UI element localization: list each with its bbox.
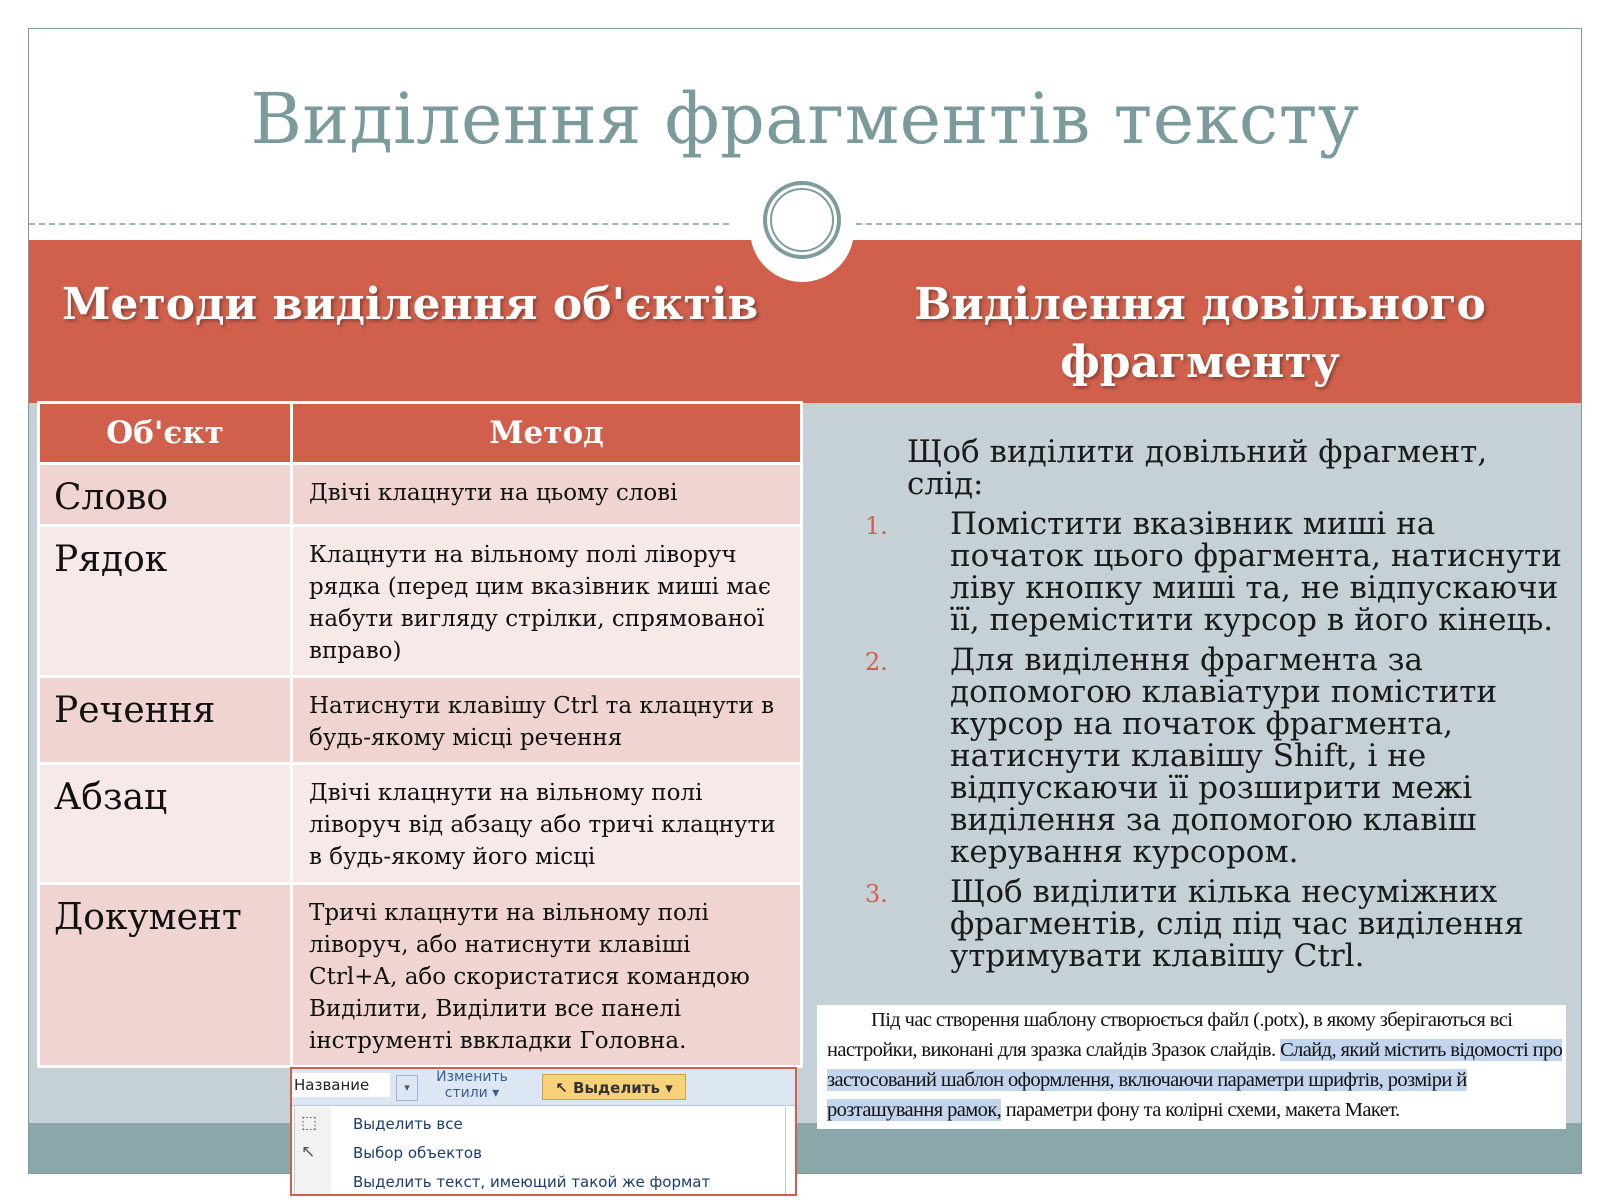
row-object: Абзац bbox=[39, 764, 292, 884]
select-all-icon: ⬚ bbox=[301, 1113, 318, 1133]
doc-highlighted-text: застосований шаблон оформлення, включаючи параметри шрифтів, розміри й bbox=[827, 1069, 1467, 1091]
step-number: 1. bbox=[865, 512, 888, 540]
style-name-box[interactable]: Название bbox=[292, 1073, 390, 1097]
selection-instructions bbox=[845, 436, 1565, 980]
doc-highlighted-text: Слайд, який містить відомості про bbox=[1280, 1039, 1563, 1061]
table-row bbox=[39, 677, 802, 764]
doc-line: Під час створення шаблону створюється файл (.potx), в якому зберігаються всі bbox=[871, 1009, 1513, 1031]
row-method: Двічі клацнути на вільному полі ліворуч від абзацу або тричі клацнути в будь-якому його місці bbox=[292, 764, 802, 884]
row-method: Двічі клацнути на цьому слові bbox=[292, 464, 802, 526]
right-column-heading: Виділення довільного фрагменту bbox=[914, 279, 1486, 388]
title-divider-right bbox=[836, 223, 1581, 225]
change-styles-line1: Изменить bbox=[436, 1069, 508, 1085]
doc-line bbox=[827, 1065, 1467, 1095]
list-item bbox=[845, 644, 1565, 868]
select-menu-screenshot bbox=[290, 1067, 797, 1196]
step-number: 2. bbox=[865, 648, 888, 676]
row-object: Речення bbox=[39, 677, 292, 764]
pointer-icon: ↖ bbox=[301, 1142, 316, 1162]
row-method: Тричі клацнути на вільному полі ліворуч, або натиснути клавіші Ctrl+A, або скористатися командою Виділити, Виділити все панелі інструменті ввкладки Головна. bbox=[292, 884, 802, 1067]
header-method: Метод bbox=[292, 403, 802, 464]
table-row bbox=[39, 884, 802, 1067]
doc-highlighted-text: розташування рамок, bbox=[827, 1099, 1002, 1121]
menu-item-select-objects[interactable] bbox=[295, 1138, 785, 1166]
change-styles-line2: стили ▾ bbox=[444, 1085, 500, 1101]
menu-item-select-all[interactable] bbox=[295, 1109, 785, 1137]
step-number: 3. bbox=[865, 880, 888, 908]
title-divider-left bbox=[29, 223, 729, 225]
table-row bbox=[39, 764, 802, 884]
slide-title: Виділення фрагментів тексту bbox=[250, 78, 1360, 160]
doc-line bbox=[827, 1035, 1562, 1065]
cursor-arrow-icon: ↖ bbox=[555, 1079, 574, 1097]
list-item bbox=[845, 876, 1565, 972]
row-method: Клацнути на вільному полі ліворуч рядка (перед цим вказівник миші має набути вигляду стрілки, спрямованої вправо) bbox=[292, 526, 802, 677]
row-method: Натиснути клавішу Ctrl та клацнути в будь-якому місці речення bbox=[292, 677, 802, 764]
select-button-label: Выделить ▾ bbox=[573, 1079, 673, 1097]
table-header-row bbox=[39, 403, 802, 464]
step-text: Для виділення фрагмента за допомогою клавіатури помістити курсор на початок фрагмента, натиснути клавішу Shift, і не відпускаючи її розширити межі виділення за допомогою клавіш керування курсором. bbox=[950, 642, 1498, 870]
footer-band bbox=[29, 1123, 1581, 1173]
menu-item-select-same-format[interactable] bbox=[295, 1167, 785, 1195]
step-text: Щоб виділити кілька несуміжних фрагментів, слід під час виділення утримувати клавішу Ctrl. bbox=[950, 874, 1524, 974]
ribbon-toolbar bbox=[292, 1069, 797, 1106]
step-text: Помістити вказівник миші на початок цього фрагмента, натиснути ліву кнопку миші та, не відпускаючи її, перемістити курсор в його кінець. bbox=[950, 506, 1562, 638]
instructions-intro: Щоб виділити довільний фрагмент, слід: bbox=[907, 434, 1488, 502]
menu-item-label: Выбор объектов bbox=[353, 1144, 482, 1162]
select-dropdown-menu bbox=[294, 1107, 786, 1196]
circle-ring-inner bbox=[770, 188, 834, 252]
row-object: Рядок bbox=[39, 526, 292, 677]
select-dropdown-button[interactable] bbox=[542, 1074, 686, 1100]
list-item bbox=[845, 508, 1565, 636]
table-row bbox=[39, 526, 802, 677]
table-row bbox=[39, 464, 802, 526]
doc-line bbox=[827, 1095, 1400, 1125]
change-styles-button[interactable] bbox=[424, 1069, 520, 1101]
methods-table bbox=[37, 401, 803, 1068]
menu-item-label: Выделить текст, имеющий такой же формат bbox=[353, 1173, 711, 1191]
header-object: Об'єкт bbox=[39, 403, 292, 464]
document-text-sample bbox=[817, 1005, 1566, 1129]
row-object: Слово bbox=[39, 464, 292, 526]
style-gallery-arrow-icon[interactable]: ▾ bbox=[396, 1075, 418, 1101]
doc-plain-text: настройки, виконані для зразка слайдів Зразок слайдів. bbox=[827, 1039, 1276, 1061]
doc-plain-text: параметри фону та колірні схеми, макета Макет. bbox=[1005, 1099, 1400, 1121]
left-column-heading: Методи виділення об'єктів bbox=[61, 279, 759, 330]
menu-item-label: Выделить все bbox=[353, 1115, 463, 1133]
row-object: Документ bbox=[39, 884, 292, 1067]
